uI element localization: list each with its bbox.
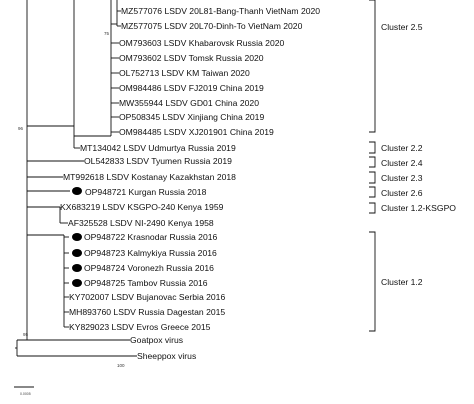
taxon-labels: [60, 6, 320, 361]
scale-bar: [14, 387, 34, 396]
cluster-label: Cluster 2.6: [381, 188, 423, 198]
taxon-label: OP948724 Voronezh Russia 2016: [84, 263, 214, 273]
taxon-label: OP948725 Tambov Russia 2016: [84, 278, 208, 288]
isolate-marker: [72, 264, 82, 272]
cluster-bracket: [369, 203, 375, 213]
bootstrap-value: 100: [117, 363, 125, 368]
cluster-bracket: [369, 187, 375, 197]
cluster-bracket: [369, 0, 375, 132]
isolate-marker: [72, 249, 82, 257]
cluster-label: Cluster 2.2: [381, 143, 423, 153]
isolate-marker: [72, 233, 82, 241]
cluster-label: Cluster 1.2: [381, 277, 423, 287]
cluster-bracket: [369, 157, 375, 167]
cluster-bracket: [369, 142, 375, 153]
taxon-label: OM793603 LSDV Khabarovsk Russia 2020: [119, 38, 285, 48]
cluster-labels: [381, 22, 456, 287]
bootstrap-values: [18, 31, 125, 368]
taxon-label: MH893760 LSDV Russia Dagestan 2015: [69, 307, 226, 317]
cluster-label: Cluster 1.2-KSGPO: [381, 203, 456, 213]
taxon-label: OL752713 LSDV KM Taiwan 2020: [119, 68, 250, 78]
taxon-label: OL542833 LSDV Tyumen Russia 2019: [84, 156, 232, 166]
taxon-label: OM984485 LSDV XJ201901 China 2019: [119, 127, 274, 137]
taxon-label: MW355944 LSDV GD01 China 2020: [119, 98, 259, 108]
bootstrap-value: 95: [23, 332, 29, 337]
taxon-label: AF325528 LSDV NI-2490 Kenya 1958: [68, 218, 214, 228]
taxon-label: MZ577076 LSDV 20L81-Bang-Thanh VietNam 2020: [121, 6, 321, 16]
taxon-label: OM984486 LSDV FJ2019 China 2019: [119, 83, 264, 93]
cluster-brackets: [369, 0, 375, 331]
bootstrap-value: 96: [18, 126, 24, 131]
taxon-label: Sheeppox virus: [137, 351, 197, 361]
taxon-label: KY702007 LSDV Bujanovac Serbia 2016: [69, 292, 226, 302]
cluster-label: Cluster 2.3: [381, 173, 423, 183]
scale-bar-label: 0.0005: [20, 392, 31, 396]
taxon-label: MT992618 LSDV Kostanay Kazakhstan 2018: [63, 172, 236, 182]
taxon-label: Goatpox virus: [130, 335, 184, 345]
taxon-label: OM793602 LSDV Tomsk Russia 2020: [119, 53, 264, 63]
cluster-label: Cluster 2.5: [381, 22, 423, 32]
taxon-label: MT134042 LSDV Udmurtya Russia 2019: [80, 143, 236, 153]
cluster-bracket: [369, 172, 375, 183]
cluster-bracket: [369, 232, 375, 331]
taxon-label: OP948721 Kurgan Russia 2018: [85, 187, 207, 197]
taxon-label: OP948723 Kalmykiya Russia 2016: [84, 248, 217, 258]
isolate-marker: [72, 279, 82, 287]
taxon-label: OP948722 Krasnodar Russia 2016: [84, 232, 218, 242]
taxon-label: OP508345 LSDV Xinjiang China 2019: [119, 112, 265, 122]
taxon-label: MZ577075 LSDV 20L70-Dinh-To VietNam 2020: [121, 21, 303, 31]
taxon-label: KX683219 LSDV KSGPO-240 Kenya 1959: [60, 202, 224, 212]
taxon-label: KY829023 LSDV Evros Greece 2015: [69, 322, 211, 332]
bootstrap-value: 75: [104, 31, 110, 36]
isolate-marker: [72, 187, 82, 195]
cluster-label: Cluster 2.4: [381, 158, 423, 168]
